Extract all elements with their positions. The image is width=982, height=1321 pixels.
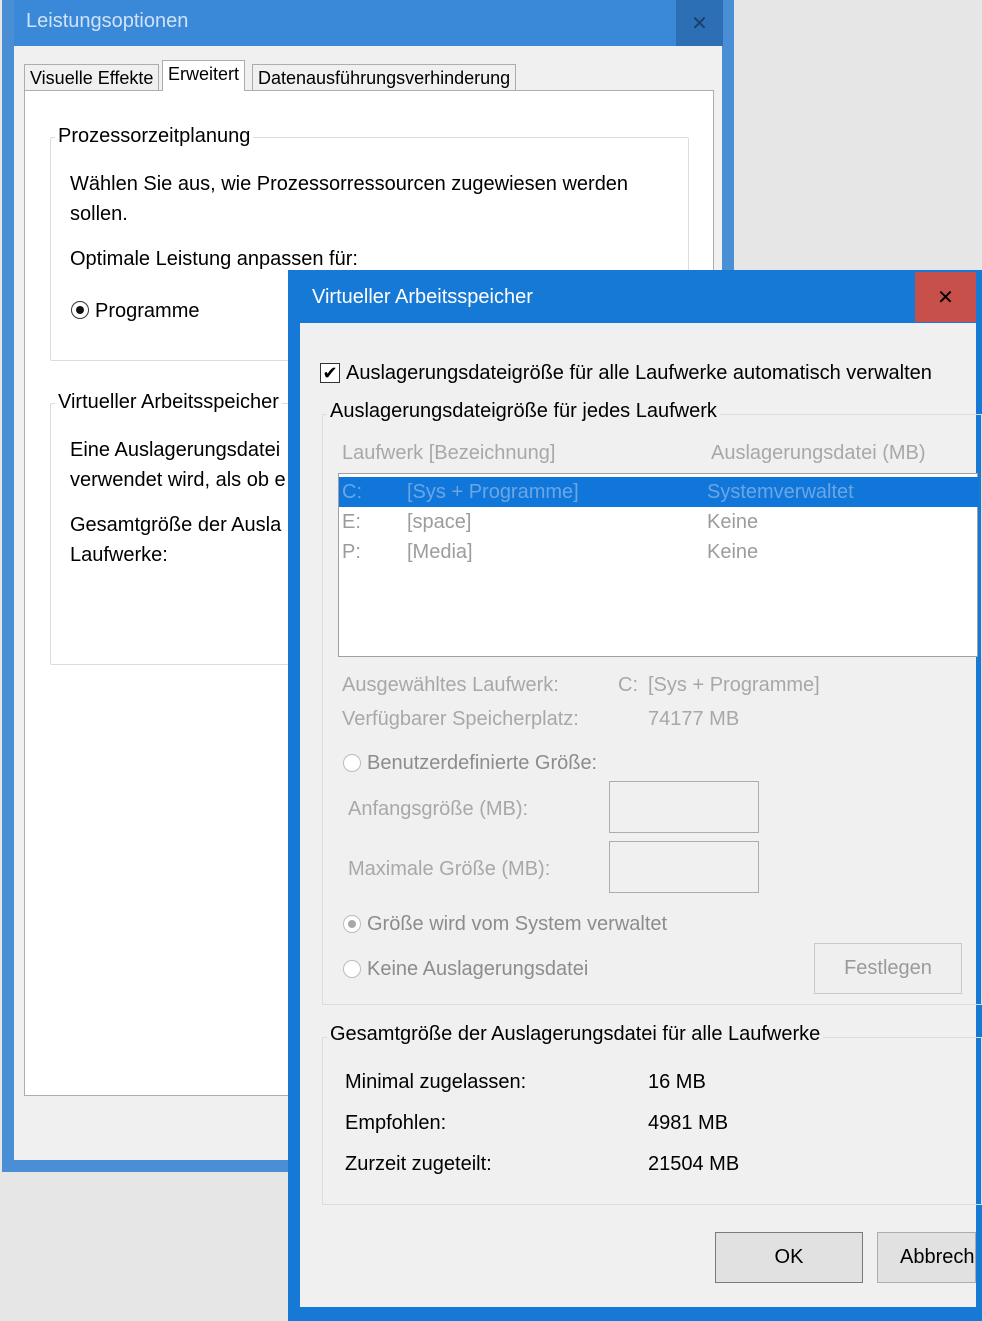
free-space-label: Verfügbarer Speicherplatz: — [342, 708, 579, 730]
drive-label: [space] — [407, 511, 472, 533]
totals-group-title: Gesamtgröße der Auslagerungsdatei für alle Laufwerke — [327, 1023, 823, 1046]
drive-list[interactable] — [338, 473, 978, 657]
vm-total-line2: Laufwerke: — [70, 544, 168, 566]
tab-dep[interactable]: Datenausführungsverhinderung — [252, 64, 516, 91]
drive-label: [Media] — [407, 541, 473, 563]
tab-visual-effects[interactable]: Visuelle Effekte — [24, 64, 159, 91]
drive-letter: C: — [342, 481, 362, 503]
drive-row-e[interactable] — [339, 507, 979, 537]
free-space-value: 74177 MB — [648, 708, 740, 730]
drive-pagefile: Keine — [707, 511, 759, 533]
processor-desc-line2: sollen. — [70, 203, 128, 225]
drive-row-c[interactable] — [339, 477, 979, 507]
min-allowed-value: 16 MB — [648, 1071, 706, 1093]
selected-drive-name: [Sys + Programme] — [648, 674, 820, 696]
initial-size-label: Anfangsgröße (MB): — [348, 798, 529, 820]
current-value: 21504 MB — [648, 1153, 740, 1175]
optimize-label: Optimale Leistung anpassen für: — [70, 248, 358, 270]
close-icon: ✕ — [691, 12, 708, 35]
performance-options-titlebar[interactable] — [14, 0, 723, 46]
ok-button[interactable]: OK — [715, 1232, 863, 1283]
dialog-close-button[interactable] — [915, 272, 976, 322]
vm-desc-line1: Eine Auslagerungsdatei — [70, 439, 281, 461]
col-drive-header: Laufwerk [Bezeichnung] — [342, 442, 556, 464]
recommended-label: Empfohlen: — [345, 1112, 447, 1134]
vm-total-line1: Gesamtgröße der Ausla — [70, 514, 282, 536]
drive-letter: E: — [342, 511, 361, 533]
dialog-client — [300, 323, 976, 1307]
col-pagefile-header: Auslagerungsdatei (MB) — [711, 442, 926, 464]
virtual-memory-title: Virtueller Arbeitsspeicher — [55, 391, 282, 414]
selected-drive-letter: C: — [618, 674, 638, 696]
drive-label: [Sys + Programme] — [407, 481, 579, 503]
checkmark-icon: ✔ — [322, 363, 338, 383]
drive-pagefile: Keine — [707, 541, 759, 563]
close-icon: ✕ — [937, 286, 954, 309]
drive-pagefile: Systemverwaltet — [707, 481, 854, 503]
cancel-button[interactable]: Abbrech — [877, 1232, 976, 1283]
per-drive-group-title: Auslagerungsdateigröße für jedes Laufwerk — [327, 400, 720, 423]
virtual-memory-dialog — [288, 270, 982, 1321]
no-pagefile-label: Keine Auslagerungsdatei — [367, 958, 589, 980]
close-button[interactable] — [676, 0, 723, 46]
programs-radio[interactable] — [71, 301, 89, 319]
programs-radio-label: Programme — [95, 300, 200, 322]
auto-manage-checkbox[interactable] — [320, 363, 340, 383]
dialog-title: Virtueller Arbeitsspeicher — [312, 286, 533, 308]
processor-desc-line1: Wählen Sie aus, wie Prozessorressourcen zugewiesen werden — [70, 173, 629, 195]
system-managed-radio[interactable] — [343, 915, 361, 933]
auto-manage-label: Auslagerungsdateigröße für alle Laufwerke automatisch verwalten — [346, 362, 932, 384]
max-size-input[interactable] — [609, 841, 759, 893]
current-label: Zurzeit zugeteilt: — [345, 1153, 492, 1175]
system-managed-label: Größe wird vom System verwaltet — [367, 913, 668, 935]
drive-row-p[interactable] — [339, 537, 979, 567]
selected-drive-label: Ausgewähltes Laufwerk: — [342, 674, 559, 696]
custom-size-label: Benutzerdefinierte Größe: — [367, 752, 598, 774]
max-size-label: Maximale Größe (MB): — [348, 858, 551, 880]
vm-desc-line2: verwendet wird, als ob e — [70, 469, 286, 491]
initial-size-input[interactable] — [609, 781, 759, 833]
recommended-value: 4981 MB — [648, 1112, 729, 1134]
min-allowed-label: Minimal zugelassen: — [345, 1071, 527, 1093]
processor-scheduling-title: Prozessorzeitplanung — [55, 125, 253, 148]
tab-advanced[interactable]: Erweitert — [162, 60, 245, 91]
set-button[interactable]: Festlegen — [814, 943, 962, 994]
window-title: Leistungsoptionen — [26, 10, 189, 32]
custom-size-radio[interactable] — [343, 754, 361, 772]
no-pagefile-radio[interactable] — [343, 960, 361, 978]
drive-letter: P: — [342, 541, 361, 563]
